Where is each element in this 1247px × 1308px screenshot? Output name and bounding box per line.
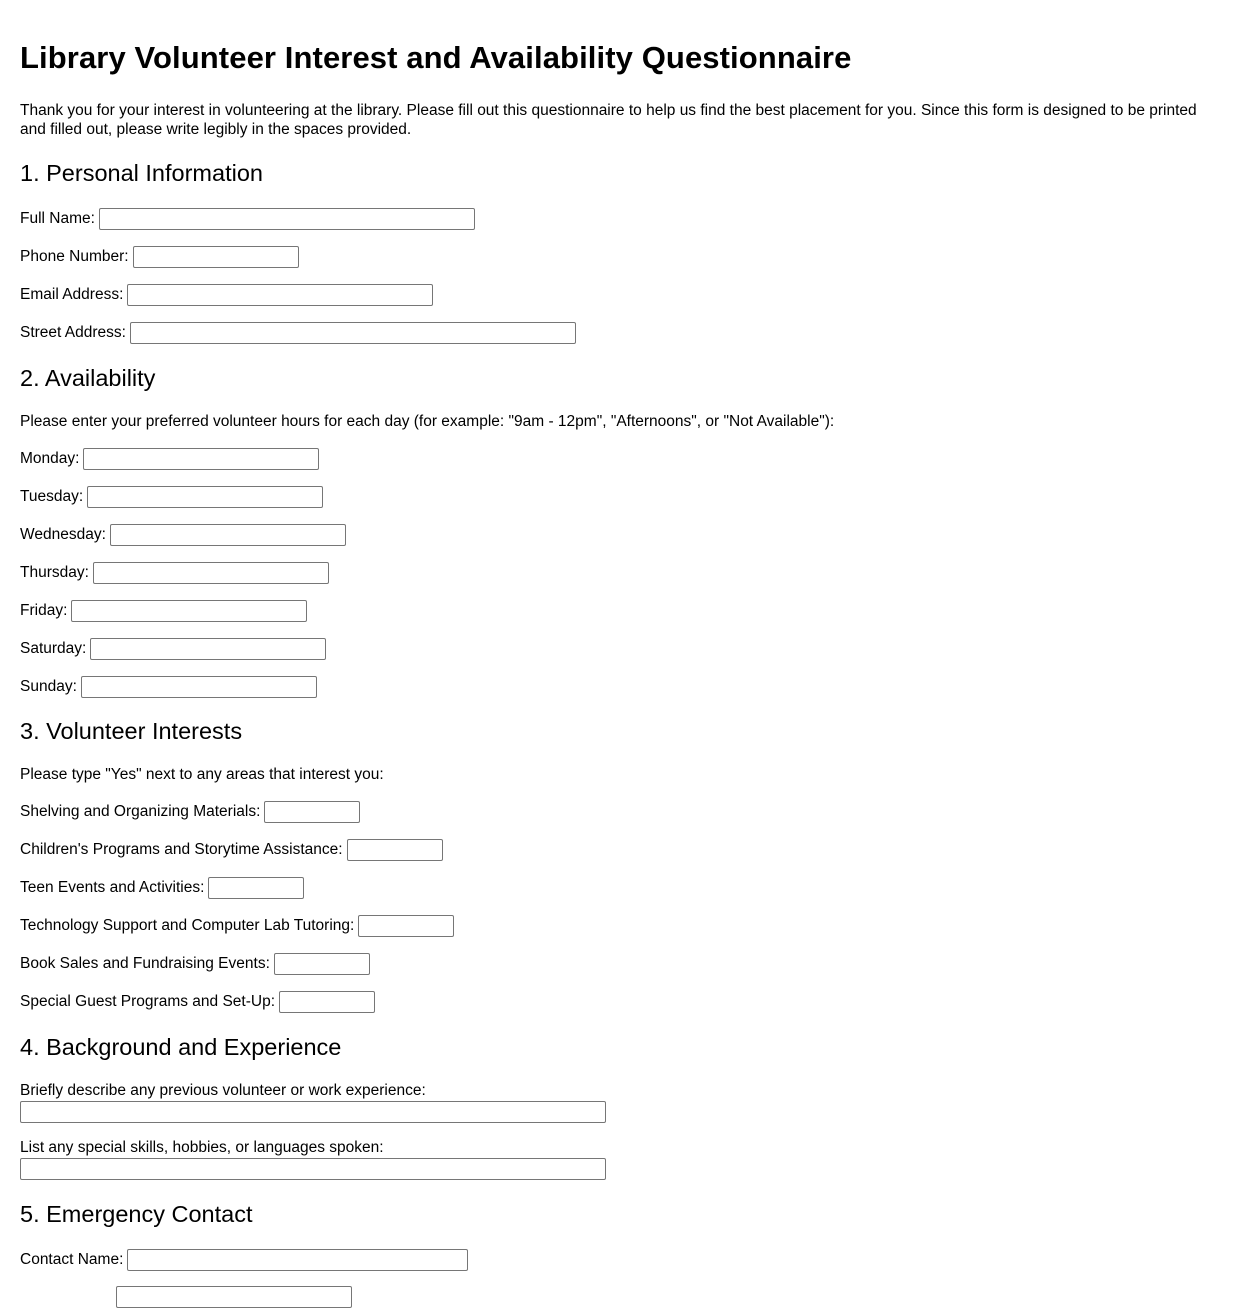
interest-row-special-guest — [20, 991, 375, 1013]
full-name-field[interactable] — [99, 208, 475, 230]
saturday-field[interactable] — [90, 638, 326, 660]
technology-support-field[interactable] — [358, 915, 454, 937]
contact-name-field[interactable] — [127, 1249, 468, 1271]
day-row-monday — [20, 448, 319, 470]
day-row-sunday — [20, 676, 317, 698]
teen-events-field[interactable] — [208, 877, 304, 899]
book-sales-field[interactable] — [274, 953, 370, 975]
contact-name-label: Contact Name: — [20, 1251, 124, 1268]
section-heading-personal: 1. Personal Information — [20, 160, 263, 186]
interest-row-shelving — [20, 801, 360, 823]
friday-label: Friday: — [20, 602, 68, 619]
availability-note: Please enter your preferred volunteer hours for each day (for example: "9am - 12pm", "Afternoons", or "Not Available"): — [20, 413, 835, 430]
next-field-partial[interactable] — [116, 1286, 352, 1308]
book-sales-label: Book Sales and Fundraising Events: — [20, 955, 270, 972]
tuesday-label: Tuesday: — [20, 488, 84, 505]
wednesday-field[interactable] — [110, 524, 346, 546]
special-guest-field[interactable] — [279, 991, 375, 1013]
teen-events-label: Teen Events and Activities: — [20, 879, 205, 896]
contact-name-row — [20, 1249, 468, 1271]
interest-row-book-sales — [20, 953, 370, 975]
wednesday-label: Wednesday: — [20, 526, 106, 543]
email-field[interactable] — [127, 284, 433, 306]
phone-field[interactable] — [133, 246, 299, 268]
shelving-label: Shelving and Organizing Materials: — [20, 803, 261, 820]
childrens-programs-field[interactable] — [347, 839, 443, 861]
interests-note: Please type "Yes" next to any areas that interest you: — [20, 766, 384, 783]
section-heading-interests: 3. Volunteer Interests — [20, 718, 243, 744]
email-row — [20, 284, 433, 306]
full-name-label: Full Name: — [20, 210, 95, 227]
interest-row-teen — [20, 877, 304, 899]
street-label: Street Address: — [20, 324, 126, 341]
email-label: Email Address: — [20, 286, 124, 303]
interest-row-childrens — [20, 839, 443, 861]
section-heading-availability: 2. Availability — [20, 365, 156, 391]
experience-field[interactable] — [20, 1101, 606, 1123]
thursday-label: Thursday: — [20, 564, 89, 581]
monday-field[interactable] — [83, 448, 319, 470]
skills-field[interactable] — [20, 1158, 606, 1180]
street-field[interactable] — [130, 322, 576, 344]
day-row-thursday — [20, 562, 329, 584]
section-heading-emergency: 5. Emergency Contact — [20, 1201, 253, 1227]
experience-label: Briefly describe any previous volunteer or work experience: — [20, 1082, 426, 1099]
phone-label: Phone Number: — [20, 248, 129, 265]
day-row-tuesday — [20, 486, 323, 508]
friday-field[interactable] — [71, 600, 307, 622]
skills-label: List any special skills, hobbies, or languages spoken: — [20, 1139, 384, 1156]
childrens-programs-label: Children's Programs and Storytime Assistance: — [20, 841, 343, 858]
sunday-label: Sunday: — [20, 678, 77, 695]
section-heading-background: 4. Background and Experience — [20, 1034, 342, 1060]
tuesday-field[interactable] — [87, 486, 323, 508]
shelving-field[interactable] — [264, 801, 360, 823]
day-row-friday — [20, 600, 307, 622]
day-row-saturday — [20, 638, 326, 660]
technology-support-label: Technology Support and Computer Lab Tutoring: — [20, 917, 355, 934]
street-row — [20, 322, 576, 344]
sunday-field[interactable] — [81, 676, 317, 698]
special-guest-label: Special Guest Programs and Set-Up: — [20, 993, 276, 1010]
intro-text: Thank you for your interest in volunteering at the library. Please fill out this questionnaire to help us find the best placement for you. Since this form is designed to be printed and filled out, please write legibly in the spaces provided. — [20, 102, 1197, 138]
day-row-wednesday — [20, 524, 346, 546]
full-name-row — [20, 208, 475, 230]
phone-row — [20, 246, 299, 268]
thursday-field[interactable] — [93, 562, 329, 584]
interest-row-technology — [20, 915, 454, 937]
page-title: Library Volunteer Interest and Availability Questionnaire — [20, 40, 852, 75]
saturday-label: Saturday: — [20, 640, 87, 657]
monday-label: Monday: — [20, 450, 80, 467]
